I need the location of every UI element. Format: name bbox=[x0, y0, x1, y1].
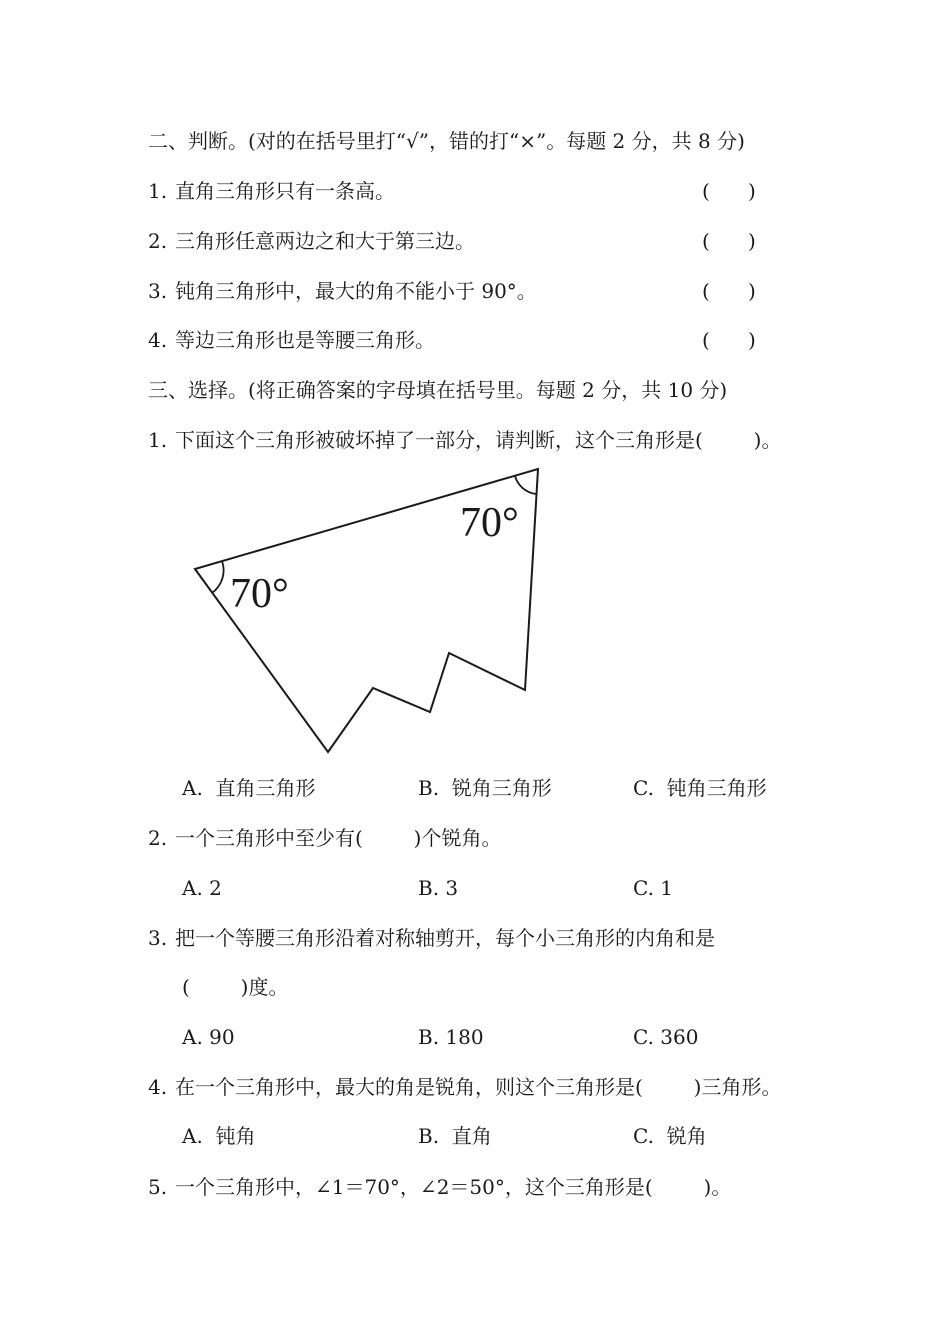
right-angle-arc bbox=[515, 476, 536, 494]
right-angle-label: 70° bbox=[460, 500, 519, 546]
question-number: 4. bbox=[148, 1075, 168, 1099]
question-text: 一个三角形中至少有( )个锐角。 bbox=[175, 826, 502, 850]
option-b[interactable]: B. 直角 bbox=[418, 1124, 492, 1148]
question-number: 3. bbox=[148, 279, 168, 303]
choice-question-3 bbox=[148, 925, 715, 951]
option-b[interactable]: B. 锐角三角形 bbox=[418, 776, 552, 800]
question-text: 等边三角形也是等腰三角形。 bbox=[175, 328, 435, 352]
section-2-heading: 二、判断。(对的在括号里打“√”，错的打“×”。每题 2 分，共 8 分) bbox=[148, 129, 745, 153]
question-text: 三角形任意两边之和大于第三边。 bbox=[175, 229, 475, 253]
option-b[interactable]: B. 180 bbox=[418, 1025, 484, 1049]
option-a[interactable]: A. 直角三角形 bbox=[182, 776, 316, 800]
question-number: 3. bbox=[148, 926, 168, 950]
option-c[interactable]: C. 1 bbox=[633, 876, 674, 900]
question-number: 1. bbox=[148, 428, 168, 452]
question-number: 2. bbox=[148, 826, 168, 850]
option-b[interactable]: B. 3 bbox=[418, 876, 459, 900]
question-number: 4. bbox=[148, 328, 168, 352]
question-text: 在一个三角形中，最大的角是锐角，则这个三角形是( )三角形。 bbox=[175, 1075, 782, 1099]
question-number: 1. bbox=[148, 179, 168, 203]
section-3-heading: 三、选择。(将正确答案的字母填在括号里。每题 2 分，共 10 分) bbox=[148, 378, 728, 402]
answer-blank[interactable]: ( ) bbox=[702, 279, 756, 303]
choice-question-4 bbox=[148, 1074, 781, 1100]
option-c[interactable]: C. 360 bbox=[633, 1025, 699, 1049]
question-number: 2. bbox=[148, 229, 168, 253]
choice-question-5 bbox=[148, 1174, 731, 1200]
left-angle-label: 70° bbox=[230, 571, 289, 617]
question-text: 下面这个三角形被破坏掉了一部分，请判断，这个三角形是( )。 bbox=[175, 428, 782, 452]
option-a[interactable]: A. 90 bbox=[182, 1025, 235, 1049]
option-c[interactable]: C. 锐角 bbox=[633, 1124, 707, 1148]
option-a[interactable]: A. 钝角 bbox=[182, 1124, 256, 1148]
question-text: 一个三角形中，∠1＝70°，∠2＝50°，这个三角形是( )。 bbox=[175, 1175, 732, 1199]
question-text: 钝角三角形中，最大的角不能小于 90°。 bbox=[175, 279, 537, 303]
question-text: 把一个等腰三角形沿着对称轴剪开，每个小三角形的内角和是 bbox=[175, 926, 715, 950]
option-c[interactable]: C. 钝角三角形 bbox=[633, 776, 767, 800]
question-text-continued: ( )度。 bbox=[182, 975, 289, 999]
choice-question-2 bbox=[148, 825, 501, 851]
question-number: 5. bbox=[148, 1175, 168, 1199]
left-angle-arc bbox=[212, 561, 224, 593]
option-a[interactable]: A. 2 bbox=[182, 876, 222, 900]
answer-blank[interactable]: ( ) bbox=[702, 179, 756, 203]
answer-blank[interactable]: ( ) bbox=[702, 229, 756, 253]
answer-blank[interactable]: ( ) bbox=[702, 328, 756, 352]
question-text: 直角三角形只有一条高。 bbox=[175, 179, 395, 203]
